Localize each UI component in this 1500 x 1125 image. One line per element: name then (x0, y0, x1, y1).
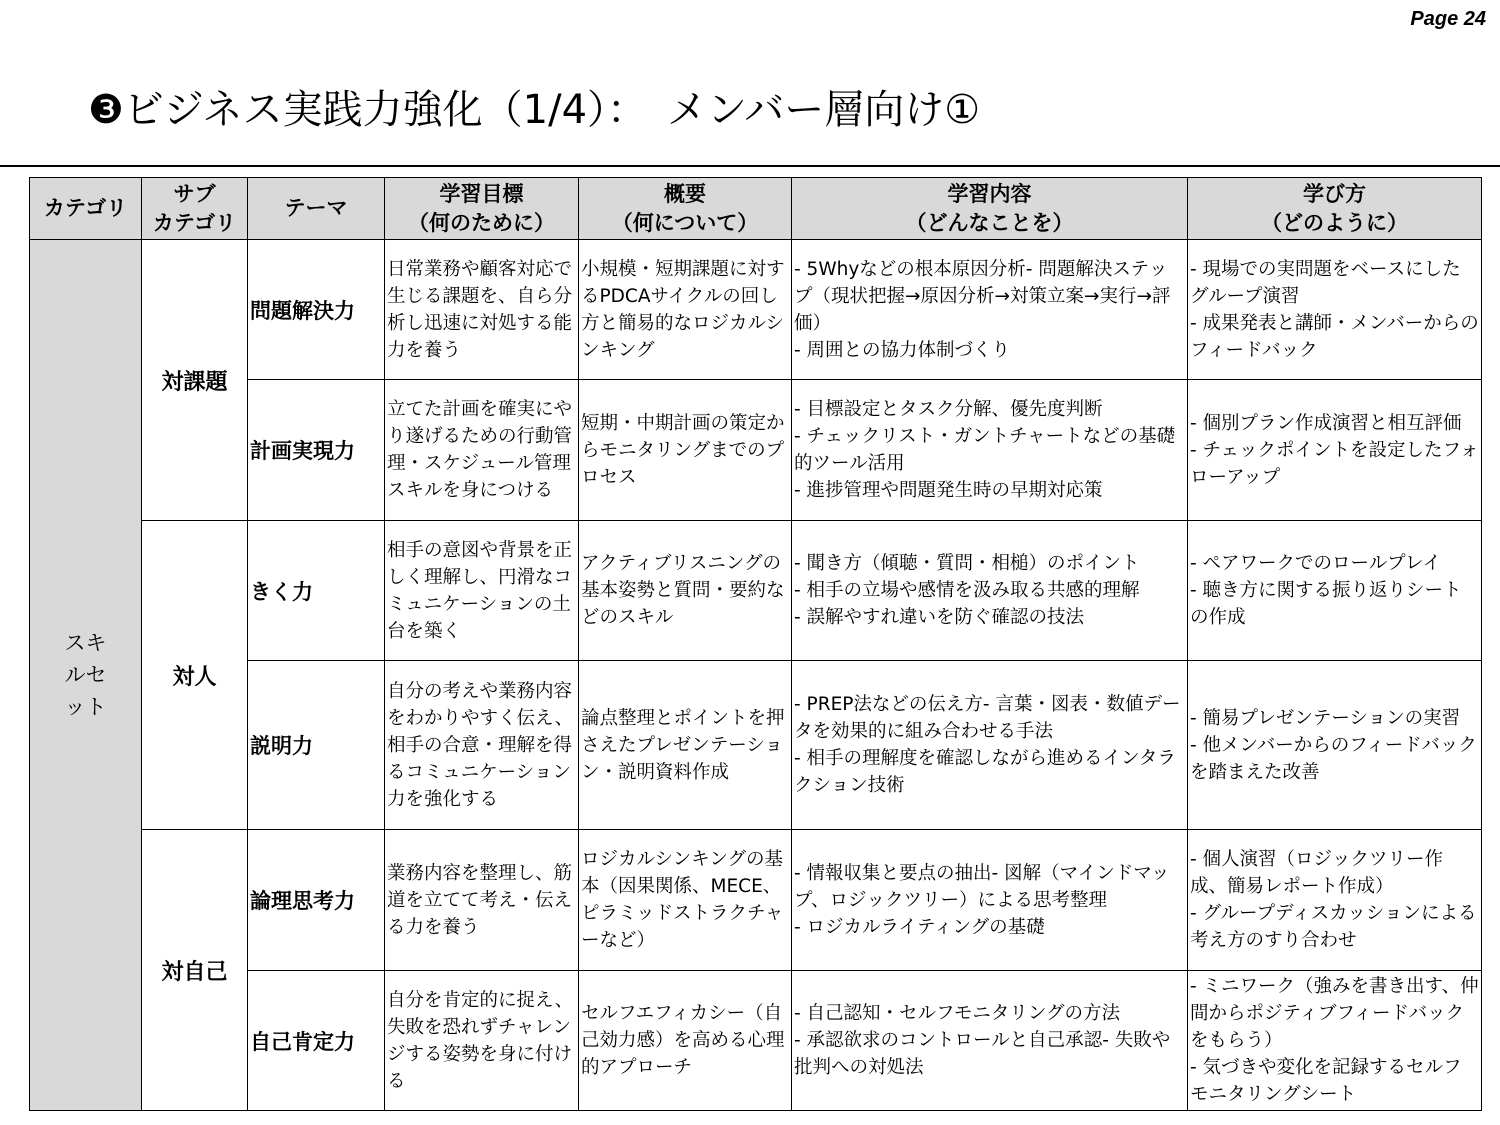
theme-cell: 論理思考力 (248, 830, 385, 971)
theme-cell: 計画実現力 (248, 380, 385, 521)
subcategory-cell: 対自己 (142, 830, 248, 1111)
goal-cell: 業務内容を整理し、筋道を立てて考え・伝える力を養う (385, 830, 579, 971)
header-method: 学び方 （どのように） (1188, 178, 1482, 240)
overview-cell: アクティブリスニングの基本姿勢と質問・要約などのスキル (579, 521, 792, 661)
header-overview: 概要 （何について） (579, 178, 792, 240)
content-cell: - 情報収集と要点の抽出- 図解（マインドマップ、ロジックツリー）による思考整理 - ロジカルライティングの基礎 (792, 830, 1188, 971)
header-theme: テーマ (248, 178, 385, 240)
content-cell: - 聞き方（傾聴・質問・相槌）のポイント - 相手の立場や感情を汲み取る共感的理解 - 誤解やすれ違いを防ぐ確認の技法 (792, 521, 1188, 661)
method-cell: - 簡易プレゼンテーションの実習 - 他メンバーからのフィードバックを踏まえた改善 (1188, 661, 1482, 830)
curriculum-table (29, 177, 1482, 1111)
method-cell: - 現場での実問題をベースにしたグループ演習 - 成果発表と講師・メンバーからのフィードバック (1188, 240, 1482, 380)
goal-cell: 日常業務や顧客対応で生じる課題を、自ら分析し迅速に対処する能力を養う (385, 240, 579, 380)
table-row (30, 240, 1482, 380)
table-row (30, 661, 1482, 830)
overview-cell: 小規模・短期課題に対するPDCAサイクルの回し方と簡易的なロジカルシンキング (579, 240, 792, 380)
content-cell: - 目標設定とタスク分解、優先度判断 - チェックリスト・ガントチャートなどの基礎的ツール活用 - 進捗管理や問題発生時の早期対応策 (792, 380, 1188, 521)
method-cell: - ペアワークでのロールプレイ - 聴き方に関する振り返りシートの作成 (1188, 521, 1482, 661)
page-number: Page 24 (1410, 8, 1486, 30)
overview-cell: ロジカルシンキングの基本（因果関係、MECE、ピラミッドストラクチャーなど） (579, 830, 792, 971)
table-row (30, 521, 1482, 661)
goal-cell: 自分の考えや業務内容をわかりやすく伝え、相手の合意・理解を得るコミュニケーション力を強化する (385, 661, 579, 830)
subcategory-cell: 対人 (142, 521, 248, 830)
header-category: カテゴリ (30, 178, 142, 240)
overview-cell: 論点整理とポイントを押さえたプレゼンテーション・説明資料作成 (579, 661, 792, 830)
theme-cell: 問題解決力 (248, 240, 385, 380)
theme-cell: 説明力 (248, 661, 385, 830)
goal-cell: 相手の意図や背景を正しく理解し、円滑なコミュニケーションの土台を築く (385, 521, 579, 661)
header-subcategory: サブ カテゴリ (142, 178, 248, 240)
header-row (30, 178, 1482, 240)
subcategory-cell: 対課題 (142, 240, 248, 521)
method-cell: - ミニワーク（強みを書き出す、仲間からポジティブフィードバックをもらう） - 気づきや変化を記録するセルフモニタリングシート (1188, 971, 1482, 1111)
method-cell: - 個別プラン作成演習と相互評価 - チェックポイントを設定したフォローアップ (1188, 380, 1482, 521)
method-cell: - 個人演習（ロジックツリー作成、簡易レポート作成） - グループディスカッションによる考え方のすり合わせ (1188, 830, 1482, 971)
theme-cell: きく力 (248, 521, 385, 661)
header-content: 学習内容 （どんなことを） (792, 178, 1188, 240)
table-row (30, 830, 1482, 971)
category-cell: スキルセット (30, 240, 142, 1111)
header-goal: 学習目標 （何のために） (385, 178, 579, 240)
page-title: ❸ビジネス実践力強化（1/4）： メンバー層向け① (88, 87, 981, 133)
title-divider (0, 165, 1500, 167)
content-cell: - PREP法などの伝え方- 言葉・図表・数値データを効果的に組み合わせる手法 - 相手の理解度を確認しながら進めるインタラクション技術 (792, 661, 1188, 830)
content-cell: - 自己認知・セルフモニタリングの方法 - 承認欲求のコントロールと自己承認- 失敗や批判への対処法 (792, 971, 1188, 1111)
overview-cell: 短期・中期計画の策定からモニタリングまでのプロセス (579, 380, 792, 521)
content-cell: - 5Whyなどの根本原因分析- 問題解決ステップ（現状把握→原因分析→対策立案→実行→評価） - 周囲との協力体制づくり (792, 240, 1188, 380)
goal-cell: 自分を肯定的に捉え、失敗を恐れずチャレンジする姿勢を身に付ける (385, 971, 579, 1111)
table-row (30, 971, 1482, 1111)
table-row (30, 380, 1482, 521)
overview-cell: セルフエフィカシー（自己効力感）を高める心理的アプローチ (579, 971, 792, 1111)
theme-cell: 自己肯定力 (248, 971, 385, 1111)
goal-cell: 立てた計画を確実にやり遂げるための行動管理・スケジュール管理スキルを身につける (385, 380, 579, 521)
